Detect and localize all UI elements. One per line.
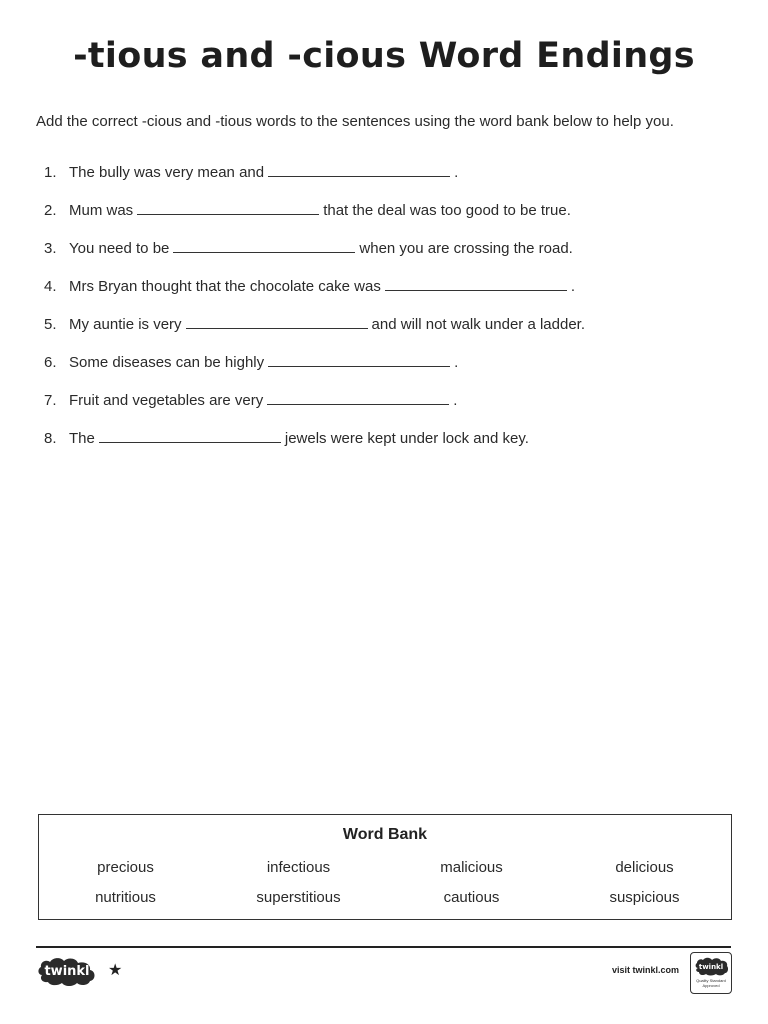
question-number: 6. (44, 354, 57, 371)
question-text-before: Mrs Bryan thought that the chocolate cake was (69, 278, 381, 295)
question-item (40, 390, 730, 428)
question-text-after: . (454, 164, 459, 181)
word-bank-word: cautious (443, 889, 500, 906)
answer-blank[interactable] (385, 276, 567, 291)
word-bank-word: nutritious (95, 889, 156, 906)
question-item (40, 200, 730, 238)
question-text-before: My auntie is very (69, 316, 182, 333)
question-item (40, 352, 730, 390)
question-item (40, 314, 730, 352)
question-text-before: The bully was very mean and (69, 164, 265, 181)
answer-blank[interactable] (99, 428, 281, 443)
question-list (40, 162, 730, 466)
answer-blank[interactable] (186, 314, 368, 329)
question-number: 3. (44, 240, 57, 257)
question-item (40, 276, 730, 314)
word-bank-word: delicious (615, 859, 674, 876)
twinkl-logo[interactable] (36, 955, 98, 987)
question-text-after: . (570, 278, 576, 295)
word-bank-title: Word Bank (342, 826, 428, 843)
question-text-after: when you are crossing the road. (359, 240, 573, 257)
word-bank-word: superstitious (256, 889, 341, 906)
question-text-after: jewels were kept under lock and key. (284, 430, 529, 447)
question-number: 5. (44, 316, 57, 333)
question-text-before: Mum was (69, 202, 134, 219)
footer-divider (36, 946, 731, 948)
quality-badge (690, 952, 732, 994)
question-text-after: that the deal was too good to be true. (323, 202, 571, 219)
question-number: 1. (44, 164, 57, 181)
question-number: 4. (44, 278, 57, 295)
question-item (40, 428, 730, 466)
question-text-before: You need to be (69, 240, 170, 257)
word-bank-grid (39, 859, 731, 906)
answer-blank[interactable] (268, 162, 450, 177)
badge-caption: Quality Standard Approved (696, 978, 726, 988)
visit-link[interactable]: visit twinkl.com (612, 965, 680, 975)
word-bank-word: infectious (266, 859, 331, 876)
question-number: 8. (44, 430, 57, 447)
instructions-text: Add the correct -cious and -tious words to the sentences using the word bank below to help you. (36, 113, 674, 130)
star-icon: ★ (108, 962, 123, 979)
question-text-after: . (453, 392, 458, 409)
question-item (40, 162, 730, 200)
question-text-after: and will not walk under a ladder. (371, 316, 586, 333)
answer-blank[interactable] (267, 390, 449, 405)
word-bank-word: precious (97, 859, 154, 876)
word-bank-word: malicious (440, 859, 503, 876)
page-title: -tious and -cious Word Endings (73, 36, 695, 76)
badge-logo-icon (694, 956, 728, 976)
answer-blank[interactable] (173, 238, 355, 253)
question-text-before: The (69, 430, 95, 447)
question-text-before: Fruit and vegetables are very (69, 392, 264, 409)
word-bank-word: suspicious (609, 889, 680, 906)
word-bank-box (38, 814, 732, 920)
question-text-after: . (454, 354, 459, 371)
question-text-before: Some diseases can be highly (69, 354, 265, 371)
question-item (40, 238, 730, 276)
question-number: 2. (44, 202, 57, 219)
badge-logo-text: twinkl (698, 963, 724, 971)
question-number: 7. (44, 392, 57, 409)
answer-blank[interactable] (268, 352, 450, 367)
answer-blank[interactable] (137, 200, 319, 215)
logo-text: twinkl (44, 964, 90, 979)
